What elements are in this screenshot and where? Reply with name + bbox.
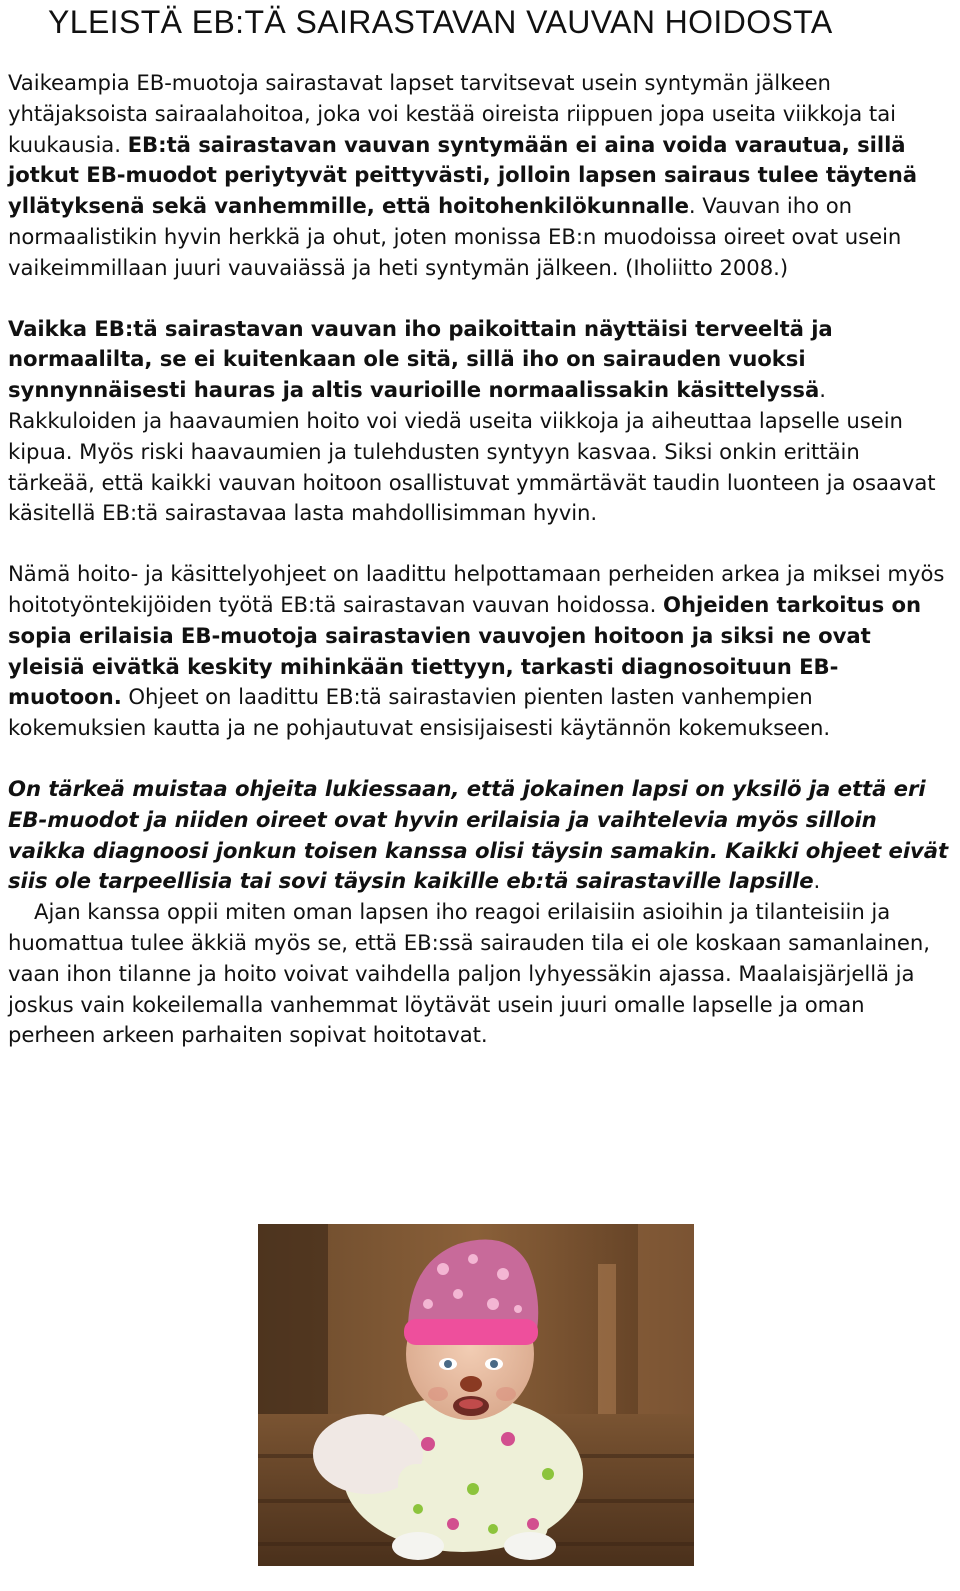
paragraph-1-text-c: . Vauvan iho on normaalistikin hyvin herkkä ja ohut, joten monissa EB:n muodoissa oireet ovat usein vaikeimmillaan juuri vauvaiässä ja heti syntymän jälkeen. (Iholiitto 2008.) — [8, 193, 902, 280]
paragraph-3-text-a: Nämä hoito- ja käsittelyohjeet on laadittu helpottamaan perheiden arkea ja miksei myös hoitotyöntekijöiden työtä EB:tä sairastavan vauvan hoidossa. — [8, 561, 945, 617]
paragraph-2 — [8, 314, 952, 530]
paragraph-2-bold: Vaikka EB:tä sairastavan vauvan iho paikoittain näyttäisi terveeltä ja normaalilta, se ei kuitenkaan ole sitä, sillä iho on sairauden vuoksi synnynnäisesti hauras ja altis vaurioille normaalissakin käsittelyssä — [8, 315, 833, 403]
paragraph-5-text: Ajan kanssa oppii miten oman lapsen iho reagoi erilaisiin asioihin ja tilanteisiin ja huomattua tulee äkkiä myös se, että EB:ssä sairauden tila ei ole koskaan samanlainen, vaan ihon tilanne ja hoito voivat vaihdella paljon lyhyessäkin ajassa. Maalaisjärjellä ja joskus vain kokeilemalla vanhemmat löytävät usein juuri omalle lapselle ja oman perheen arkeen parhaiten sopivat hoitotavat. — [8, 899, 930, 1048]
paragraph-1-text-a: Vaikeampia EB-muotoja sairastavat lapset tarvitsevat usein syntymän jälkeen yhtäjaksoista sairaalahoitoa, joka voi kestää oireista riippuen jopa useita viikkoja tai kuukausia. — [8, 70, 896, 157]
paragraph-1-bold: EB:tä sairastavan vauvan syntymään ei aina voida varautua, sillä jotkut EB-muodot periytyvät peittyvästi, jolloin lapsen sairaus tulee täytenä yllätyksenä sekä vanhemmille, että hoitohenkilökunnalle — [8, 131, 917, 219]
paragraph-2-text-c: . Rakkuloiden ja haavaumien hoito voi viedä useita viikkoja ja aiheuttaa lapselle usein kipua. Myös riski haavaumien ja tulehdusten syntyyn kasvaa. Siksi onkin erittäin tärkeää, että kaikki vauvan hoitoon osallistuvat ymmärtävät taudin luonteen ja osaavat käsitellä EB:tä sairastavaa lasta mahdollisimman hyvin. — [8, 377, 936, 526]
paragraph-1 — [8, 68, 952, 284]
page-title: YLEISTÄ EB:TÄ SAIRASTAVAN VAUVAN HOIDOSTA — [48, 4, 833, 40]
baby-photo — [258, 1224, 694, 1566]
paragraph-4-text-c: . — [813, 868, 821, 894]
paragraph-3-bold: Ohjeiden tarkoitus on sopia erilaisia EB-muotoja sairastavien vauvojen hoitoon ja siksi ne ovat yleisiä eivätkä keskity mihinkään tiettyyn, tarkasti diagnosoituun EB-muotoon. — [8, 591, 922, 710]
paragraph-3-text-c: Ohjeet on laadittu EB:tä sairastavien pienten lasten vanhempien kokemuksien kautta ja ne pohjautuvat ensisijaisesti käytännön kokemukseen. — [8, 684, 831, 741]
paragraph-3 — [8, 559, 952, 744]
paragraph-4-bold-italic: On tärkeä muistaa ohjeita lukiessaan, että jokainen lapsi on yksilö ja että eri EB-muodot ja niiden oireet ovat hyvin erilaisia ja vaihtelevia myös silloin vaikka diagnoosi jonkun toisen kanssa olisi täysin samakin. Kaikki ohjeet eivät siis ole tarpeellisia tai sovi täysin kaikille eb:tä sairastaville lapsille — [8, 775, 949, 894]
paragraph-5 — [8, 897, 952, 1051]
paragraph-4 — [8, 774, 952, 897]
document-page — [8, 0, 952, 1051]
